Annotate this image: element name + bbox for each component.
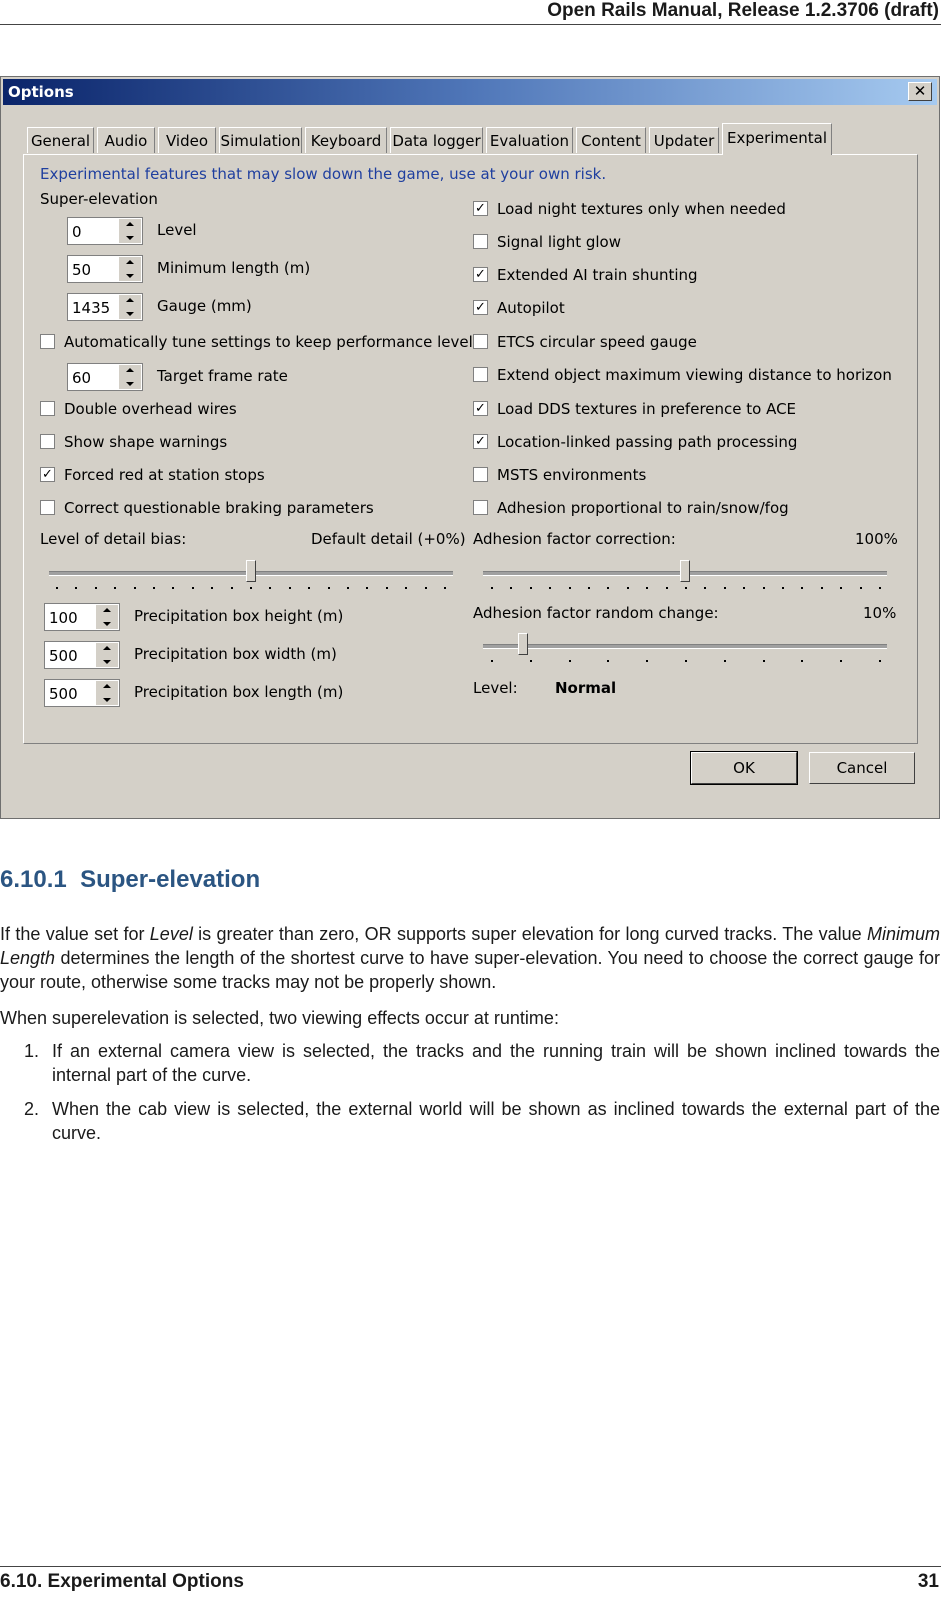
level-spinner[interactable]: [67, 217, 143, 245]
slider-tick: [444, 587, 446, 589]
min-length-spinner[interactable]: [67, 255, 143, 283]
slider-tick: [685, 660, 687, 662]
tab-audio[interactable]: Audio: [97, 127, 155, 153]
checkbox-label: Correct questionable braking parameters: [64, 499, 374, 517]
paragraph-1: [0, 922, 940, 994]
checkbox-label: Extend object maximum viewing distance to horizon: [497, 366, 892, 384]
checkbox-box[interactable]: [40, 434, 55, 449]
checkbox-box[interactable]: ✓: [473, 434, 488, 449]
dialog-title: Options: [8, 83, 74, 101]
checkbox-label: Double overhead wires: [64, 400, 237, 418]
precip-height-label: Precipitation box height (m): [134, 607, 344, 625]
list-number: 1.: [24, 1041, 40, 1061]
tab-general[interactable]: General: [27, 127, 94, 153]
para-term-minlen: Minimum Length: [0, 924, 940, 968]
slider-tick: [366, 587, 368, 589]
tab-data-logger[interactable]: Data logger: [390, 127, 483, 153]
lod-bias-ticks: [56, 587, 446, 591]
list-number: 2.: [24, 1099, 40, 1119]
running-title: Open Rails Manual, Release 1.2.3706 (draft): [547, 0, 939, 21]
precip-length-value: 500: [49, 685, 78, 703]
checkbox-label: Location-linked passing path processing: [497, 433, 798, 451]
checkbox-label: MSTS environments: [497, 466, 647, 484]
precip-width-spinner[interactable]: [44, 641, 120, 669]
slider-tick: [491, 660, 493, 662]
tab-keyboard[interactable]: Keyboard: [305, 127, 387, 153]
gauge-value: 1435: [72, 299, 111, 317]
checkbox-box[interactable]: ✓: [473, 267, 488, 282]
slider-tick: [646, 587, 648, 589]
checkbox-label: Extended AI train shunting: [497, 266, 698, 284]
cancel-button[interactable]: Cancel: [809, 752, 915, 784]
checkbox-box[interactable]: [40, 334, 55, 349]
adhesion-random-slider-thumb[interactable]: [518, 633, 528, 655]
slider-tick: [801, 660, 803, 662]
spinner-arrows-icon[interactable]: [119, 295, 141, 319]
slider-tick: [114, 587, 116, 589]
slider-tick: [386, 587, 388, 589]
slider-tick: [75, 587, 77, 589]
checkbox-label: Load DDS textures in preference to ACE: [497, 400, 797, 418]
page-header: [0, 0, 941, 25]
target-frame-rate-spinner[interactable]: [67, 363, 143, 391]
adhesion-correction-slider-thumb[interactable]: [680, 560, 690, 582]
slider-tick: [743, 587, 745, 589]
slider-tick: [153, 587, 155, 589]
target-frame-rate-value: 60: [72, 369, 92, 387]
tab-simulation[interactable]: Simulation: [219, 127, 302, 153]
spinner-arrows-icon[interactable]: [96, 605, 118, 629]
min-length-label: Minimum length (m): [157, 259, 311, 277]
slider-tick: [666, 587, 668, 589]
checkbox-box[interactable]: [473, 367, 488, 382]
checkbox-box[interactable]: [473, 467, 488, 482]
slider-tick: [250, 587, 252, 589]
slider-tick: [879, 587, 881, 589]
section-title: Super-elevation: [80, 866, 261, 893]
section-number: 6.10.1: [0, 866, 67, 893]
slider-tick: [231, 587, 233, 589]
lod-bias-label: Level of detail bias:: [40, 530, 187, 548]
slider-tick: [607, 587, 609, 589]
slider-tick: [289, 587, 291, 589]
precip-height-spinner[interactable]: [44, 603, 120, 631]
slider-tick: [821, 587, 823, 589]
para-term-level: Level: [149, 924, 193, 944]
slider-tick: [704, 587, 706, 589]
spinner-arrows-icon[interactable]: [96, 643, 118, 667]
gauge-spinner[interactable]: [67, 293, 143, 321]
checkbox-box[interactable]: [40, 500, 55, 515]
slider-tick: [724, 587, 726, 589]
lod-bias-slider-thumb[interactable]: [246, 560, 256, 582]
adhesion-correction-label: Adhesion factor correction:: [473, 530, 676, 548]
ok-button[interactable]: OK: [691, 752, 797, 784]
slider-tick: [172, 587, 174, 589]
paragraph-2: When superelevation is selected, two viewing effects occur at runtime:: [0, 1008, 559, 1028]
slider-tick: [308, 587, 310, 589]
checkbox-box[interactable]: ✓: [473, 401, 488, 416]
precip-height-value: 100: [49, 609, 78, 627]
tab-updater[interactable]: Updater: [649, 127, 719, 153]
superelevation-group-label: Super-elevation: [40, 190, 158, 208]
checkbox-box[interactable]: [473, 334, 488, 349]
slider-tick: [782, 587, 784, 589]
precip-width-label: Precipitation box width (m): [134, 645, 337, 663]
slider-tick: [879, 660, 881, 662]
checkbox-label: Show shape warnings: [64, 433, 228, 451]
adhesion-random-value: 10%: [863, 604, 897, 622]
slider-tick: [425, 587, 427, 589]
slider-tick: [840, 587, 842, 589]
target-frame-rate-label: Target frame rate: [157, 367, 288, 385]
slider-tick: [530, 660, 532, 662]
slider-tick: [607, 660, 609, 662]
lod-bias-value: Default detail (+0%): [311, 530, 466, 548]
checkbox-label: Forced red at station stops: [64, 466, 265, 484]
section-heading: [0, 866, 260, 894]
slider-tick: [840, 660, 842, 662]
checkbox-label: Signal light glow: [497, 233, 621, 251]
tab-experimental[interactable]: Experimental: [722, 123, 832, 155]
slider-tick: [510, 587, 512, 589]
slider-tick: [685, 587, 687, 589]
slider-tick: [549, 587, 551, 589]
spinner-arrows-icon[interactable]: [96, 681, 118, 705]
slider-tick: [569, 587, 571, 589]
slider-tick: [269, 587, 271, 589]
checkbox-box[interactable]: [473, 500, 488, 515]
slider-tick: [569, 660, 571, 662]
checkbox-label: Adhesion proportional to rain/snow/fog: [497, 499, 789, 517]
slider-tick: [211, 587, 213, 589]
level-value: 0: [72, 223, 82, 241]
checkbox-label: Autopilot: [497, 299, 565, 317]
level-text-value: Normal: [555, 679, 617, 697]
spinner-arrows-icon[interactable]: [119, 365, 141, 389]
list-text: If an external camera view is selected, the tracks and the running train will be shown inclined towards the internal part of the curve.: [52, 1041, 940, 1085]
slider-tick: [860, 587, 862, 589]
slider-tick: [530, 587, 532, 589]
checkbox-box[interactable]: [473, 234, 488, 249]
slider-tick: [646, 660, 648, 662]
level-text-label: Level:: [473, 679, 518, 697]
para-text: If the value set for: [0, 924, 150, 944]
page-number: 31: [917, 1571, 939, 1592]
slider-tick: [405, 587, 407, 589]
spinner-arrows-icon[interactable]: [119, 257, 141, 281]
adhesion-correction-ticks: [491, 587, 881, 591]
adhesion-correction-value: 100%: [855, 530, 898, 548]
slider-tick: [56, 587, 58, 589]
checkbox-box[interactable]: ✓: [473, 201, 488, 216]
checkbox-label: Automatically tune settings to keep performance level: [64, 333, 473, 351]
slider-tick: [491, 587, 493, 589]
tab-content[interactable]: Content: [576, 127, 646, 153]
slider-tick: [328, 587, 330, 589]
adhesion-random-label: Adhesion factor random change:: [473, 604, 719, 622]
options-dialog: [0, 76, 940, 819]
footer-section: 6.10. Experimental Options: [0, 1571, 244, 1592]
spinner-arrows-icon[interactable]: [119, 219, 141, 243]
precip-length-label: Precipitation box length (m): [134, 683, 344, 701]
slider-tick: [627, 587, 629, 589]
checkbox-box[interactable]: ✓: [473, 300, 488, 315]
slider-tick: [763, 587, 765, 589]
slider-tick: [347, 587, 349, 589]
adhesion-random-slider-track[interactable]: [483, 644, 887, 649]
tab-evaluation[interactable]: Evaluation: [486, 127, 573, 153]
slider-tick: [801, 587, 803, 589]
gauge-label: Gauge (mm): [157, 297, 252, 315]
slider-tick: [134, 587, 136, 589]
slider-tick: [724, 660, 726, 662]
slider-tick: [588, 587, 590, 589]
checkbox-box[interactable]: [40, 401, 55, 416]
level-label: Level: [157, 221, 197, 239]
close-icon[interactable]: ✕: [908, 82, 932, 101]
page-footer: [0, 1566, 941, 1597]
list-text: When the cab view is selected, the external world will be shown as inclined towards the external part of the curve.: [52, 1099, 940, 1143]
warning-text: Experimental features that may slow down the game, use at your own risk.: [40, 165, 607, 183]
checkbox-box[interactable]: ✓: [40, 467, 55, 482]
min-length-value: 50: [72, 261, 92, 279]
checkbox-label: ETCS circular speed gauge: [497, 333, 697, 351]
adhesion-random-ticks: [491, 660, 881, 664]
para-text: is greater than zero, OR supports super elevation for long curved tracks. The value: [192, 924, 867, 944]
precip-length-spinner[interactable]: [44, 679, 120, 707]
precip-width-value: 500: [49, 647, 78, 665]
para-text: determines the length of the shortest curve to have super-elevation. You need to choose the correct gauge for your route, otherwise some tracks may not be properly shown.: [0, 948, 940, 992]
slider-tick: [763, 660, 765, 662]
tab-video[interactable]: Video: [158, 127, 216, 153]
slider-tick: [95, 587, 97, 589]
titlebar: [3, 79, 937, 105]
checkbox-label: Load night textures only when needed: [497, 200, 786, 218]
slider-tick: [192, 587, 194, 589]
